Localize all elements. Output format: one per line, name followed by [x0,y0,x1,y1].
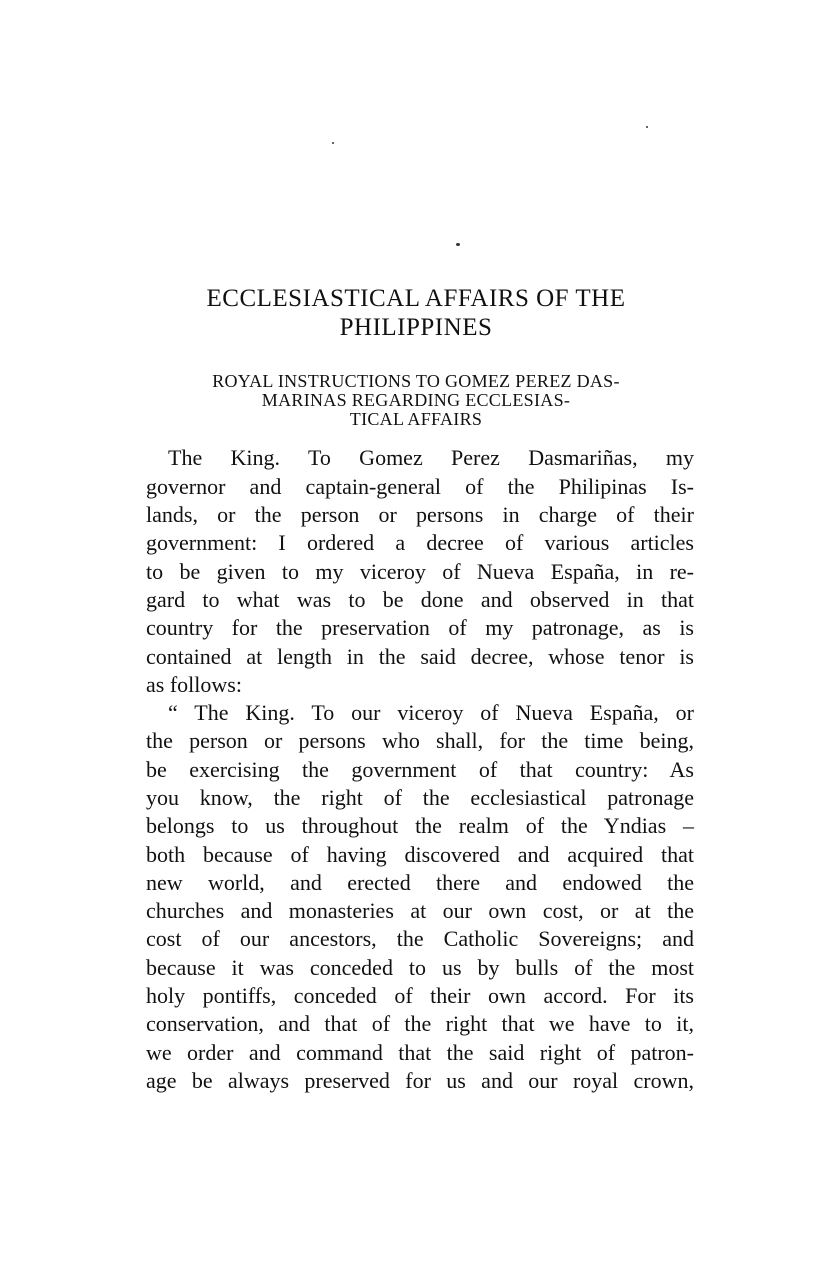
chapter-title-line: ECCLESIASTICAL AFFAIRS OF THE [206,285,626,312]
chapter-title [140,284,692,342]
section-subtitle [140,372,692,429]
paragraph-line: age be always preserved for us and our royal crown, [146,1068,694,1093]
paragraph-line: governor and captain-general of the Philipinas Is- [146,474,694,499]
ink-speck [332,142,334,144]
section-subtitle-line: ROYAL INSTRUCTIONS TO GOMEZ PEREZ DAS- [212,371,620,391]
section-subtitle-line: TICAL AFFAIRS [349,409,483,429]
paragraph-line: you know, the right of the ecclesiastical patronage [146,785,694,810]
paragraph-line: be exercising the government of that country: As [146,757,694,782]
paragraph-line: cost of our ancestors, the Catholic Sovereigns; and [146,926,694,951]
ink-speck [456,243,460,246]
chapter-title-line: PHILIPPINES [339,314,493,341]
ink-speck [646,126,648,128]
paragraph-line: contained at length in the said decree, whose tenor is [146,644,694,669]
paragraph-line: “ The King. To our viceroy of Nueva España, or [168,700,694,725]
paragraph-line: government: I ordered a decree of various articles [146,530,694,555]
paragraph-line: because it was conceded to us by bulls of the most [146,955,694,980]
paragraph-line: conservation, and that of the right that we have to it, [146,1011,694,1036]
paragraph-line: churches and monasteries at our own cost, or at the [146,898,694,923]
section-subtitle-line: MARINAS REGARDING ECCLESIAS- [261,390,571,410]
paragraph-line: the person or persons who shall, for the time being, [146,728,694,753]
paragraph-line: lands, or the person or persons in charge of their [146,502,694,527]
paragraph-line: country for the preservation of my patronage, as is [146,615,694,640]
paragraph-line: The King. To Gomez Perez Dasmariñas, my [168,445,694,470]
paragraph-line: new world, and erected there and endowed the [146,870,694,895]
paragraph-line: both because of having discovered and acquired that [146,842,694,867]
paragraph-line: belongs to us throughout the realm of the Yndias – [146,813,694,838]
paragraph-line: gard to what was to be done and observed in that [146,587,694,612]
paragraph-line: we order and command that the said right of patron- [146,1040,694,1065]
paragraph-line: holy pontiffs, conceded of their own accord. For its [146,983,694,1008]
paragraph-line: as follows: [146,672,242,697]
paragraph-line: to be given to my viceroy of Nueva España, in re- [146,559,694,584]
